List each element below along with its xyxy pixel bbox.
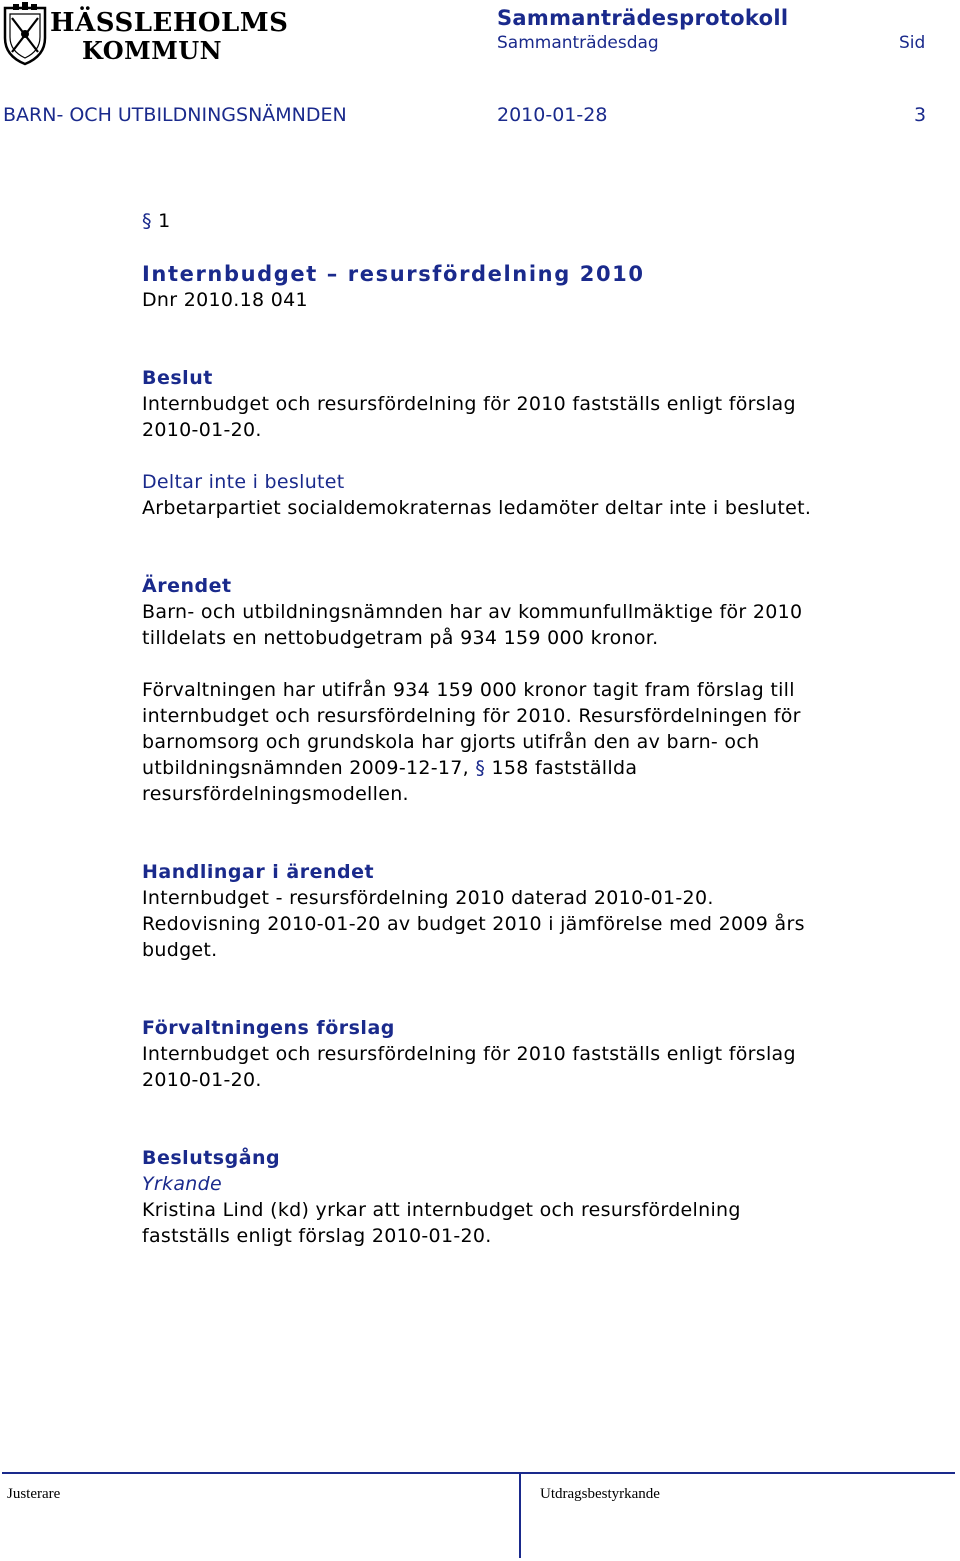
protocol-body (142, 208, 942, 1249)
section-title: Internbudget – resursfördelning 2010 (142, 262, 645, 286)
proposal-text-line: 2010-01-20. (142, 1069, 262, 1091)
paragraph-sign: § (475, 757, 486, 779)
paragraph-number: 1 (158, 210, 171, 232)
not-participating-heading: Deltar inte i beslutet (142, 471, 345, 493)
decision-text-line: Internbudget och resursfördelning för 2010 fastställs enligt förslag (142, 393, 796, 415)
decision-text-line: 2010-01-20. (142, 419, 262, 441)
motion-text-line: Kristina Lind (kd) yrkar att internbudget och resursfördelning (142, 1199, 741, 1221)
matter-text-segment: utbildningsnämnden 2009-12-17, (142, 757, 470, 779)
decision-process-heading: Beslutsgång (142, 1147, 281, 1169)
document-item: Redovisning 2010-01-20 av budget 2010 i jämförelse med 2009 års (142, 913, 805, 935)
matter-text-line: resursfördelningsmodellen. (142, 783, 409, 805)
logo-text-line1: HÄSSLEHOLMS (50, 8, 289, 38)
page-number: 3 (914, 104, 927, 126)
motion-text-line: fastställs enligt förslag 2010-01-20. (142, 1225, 492, 1247)
meeting-date: 2010-01-28 (497, 104, 608, 126)
administration-proposal-heading: Förvaltningens förslag (142, 1017, 395, 1039)
paragraph-sign: § (142, 210, 152, 232)
municipality-logo (2, 2, 289, 68)
not-participating-text: Arbetarpartiet socialdemokraternas ledamöter deltar inte i beslutet. (142, 497, 812, 519)
meeting-date-label: Sammanträdesdag (497, 33, 659, 53)
committee-name: BARN- OCH UTBILDNINGSNÄMNDEN (3, 104, 347, 126)
document-type: Sammanträdesprotokoll (497, 6, 789, 30)
adjuster-label: Justerare (7, 1486, 61, 1502)
footer-rule (2, 1472, 955, 1474)
matter-text-line: tilldelats en nettobudgetram på 934 159 000 kronor. (142, 627, 659, 649)
proposal-text-line: Internbudget och resursfördelning för 2010 fastställs enligt förslag (142, 1043, 796, 1065)
footer-divider (519, 1474, 521, 1558)
logo-text-line2: KOMMUN (82, 36, 223, 65)
extract-certification-label: Utdragsbestyrkande (540, 1486, 660, 1502)
matter-text-segment: 158 fastställda (491, 757, 638, 779)
matter-text-line: Förvaltningen har utifrån 934 159 000 kronor tagit fram förslag till (142, 679, 795, 701)
matter-text-line: barnomsorg och grundskola har gjorts utifrån den av barn- och (142, 731, 760, 753)
decision-heading: Beslut (142, 367, 213, 389)
paragraph-reference (142, 208, 942, 234)
documents-heading: Handlingar i ärendet (142, 861, 375, 883)
diary-number: Dnr 2010.18 041 (142, 289, 308, 311)
coat-of-arms-icon (2, 2, 48, 66)
document-item: Internbudget - resursfördelning 2010 daterad 2010-01-20. (142, 887, 714, 909)
page-label: Sid (899, 33, 926, 53)
matter-text-line (142, 755, 942, 781)
matter-heading: Ärendet (142, 575, 232, 597)
document-item: budget. (142, 939, 218, 961)
matter-text-line: internbudget och resursfördelning för 2010. Resursfördelningen för (142, 705, 801, 727)
matter-text-line: Barn- och utbildningsnämnden har av kommunfullmäktige för 2010 (142, 601, 803, 623)
motion-subheading: Yrkande (142, 1173, 222, 1195)
